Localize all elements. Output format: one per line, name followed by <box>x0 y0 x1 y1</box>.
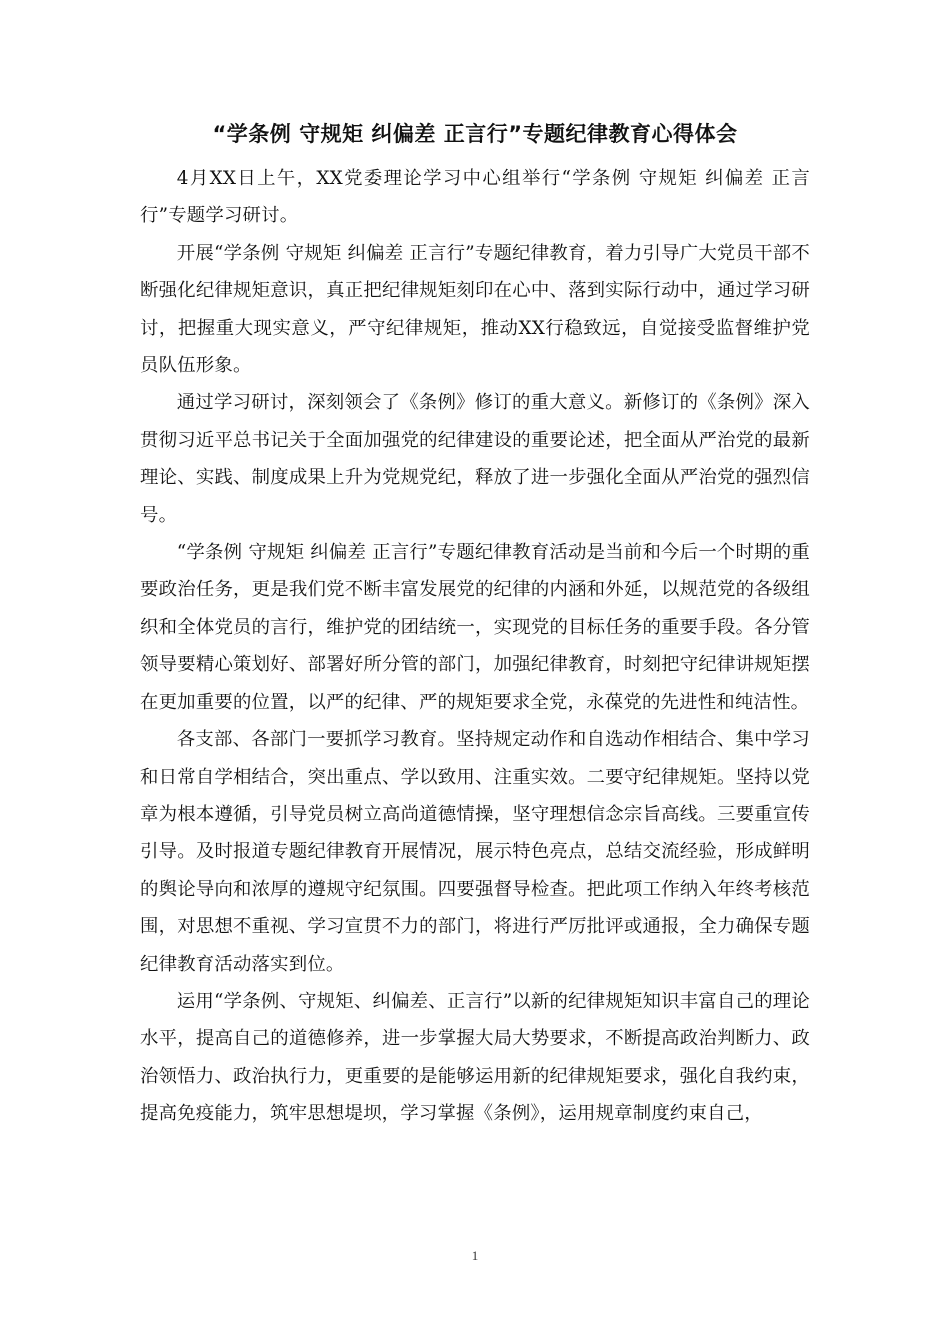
paragraph-4: “学条例 守规矩 纠偏差 正言行”专题纪律教育活动是当前和今后一个时期的重要政治任务，更是我们党不断丰富发展党的纪律的内涵和外延，以规范党的各级组织和全体党员的言行，维护党的团结统一，实现党的目标任务的重要手段。各分管领导要精心策划好、部署好所分管的部门，加强纪律教育，时刻把守纪律讲规矩摆在更加重要的位置，以严的纪律、严的规矩要求全党，永葆党的先进性和纯洁性。 <box>140 542 810 713</box>
paragraph-3: 通过学习研讨，深刻领会了《条例》修订的重大意义。新修订的《条例》深入贯彻习近平总书记关于全面加强党的纪律建设的重要论述，把全面从严治党的最新理论、实践、制度成果上升为党规党纪，释放了进一步强化全面从严治党的强烈信号。 <box>140 392 810 526</box>
paragraph-5: 各支部、各部门一要抓学习教育。坚持规定动作和自选动作相结合、集中学习和日常自学相结合，突出重点、学以致用、注重实效。二要守纪律规矩。坚持以党章为根本遵循，引导党员树立高尚道德情操，坚守理想信念宗旨高线。三要重宣传引导。及时报道专题纪律教育开展情况，展示特色亮点，总结交流经验，形成鲜明的舆论导向和浓厚的遵规守纪氛围。四要强督导检查。把此项工作纳入年终考核范围，对思想不重视、学习宣贯不力的部门，将进行严厉批评或通报，全力确保专题纪律教育活动落实到位。 <box>140 729 810 975</box>
document-title: “学条例 守规矩 纠偏差 正言行”专题纪律教育心得体会 <box>212 122 738 146</box>
paragraph-6: 运用“学条例、守规矩、纠偏差、正言行”以新的纪律规矩知识丰富自己的理论水平，提高自己的道德修养，进一步掌握大局大势要求，不断提高政治判断力、政治领悟力、政治执行力，更重要的是能够运用新的纪律规矩要求，强化自我约束，提高免疫能力，筑牢思想堤坝，学习掌握《条例》，运用规章制度约束自己， <box>140 990 810 1125</box>
document-body <box>140 160 810 1133</box>
paragraph-2: 开展“学条例 守规矩 纠偏差 正言行”专题纪律教育，着力引导广大党员干部不断强化纪律规矩意识，真正把纪律规矩刻印在心中、落到实际行动中，通过学习研讨，把握重大现实意义，严守纪律规矩，推动XX行稳致远，自觉接受监督维护党员队伍形象。 <box>140 242 810 377</box>
paragraph-1: 4月XX日上午，XX党委理论学习中心组举行“学条例 守规矩 纠偏差 正言行”专题学习研讨。 <box>140 168 810 227</box>
page-number: 1 <box>471 1248 479 1263</box>
